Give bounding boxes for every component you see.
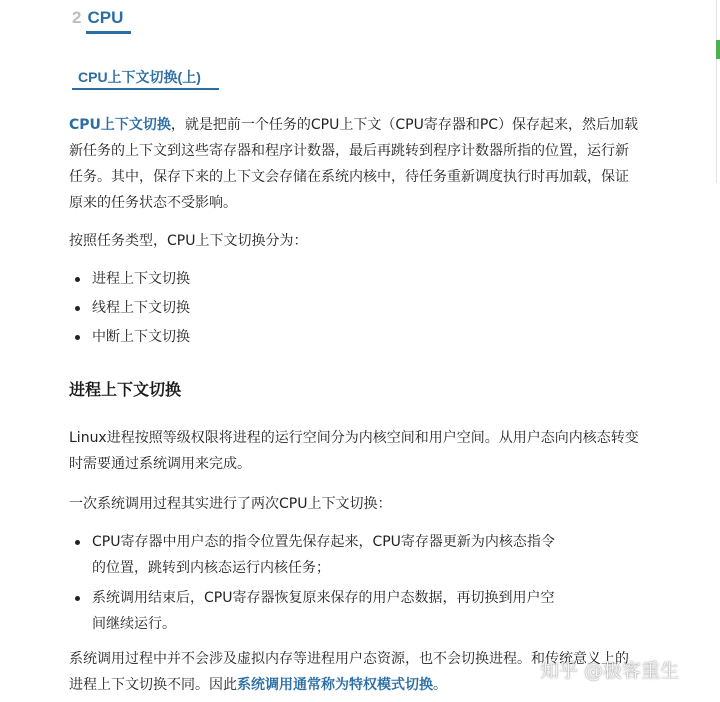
bullet-dot: [75, 335, 80, 340]
list-item: CPU寄存器中用户态的指令位置先保存起来，CPU寄存器更新为内核态指令 的位置，跳转到内核态运行内核任务；: [69, 529, 555, 581]
syscall-steps-list: [69, 529, 555, 637]
process-heading: 进程上下文切换: [69, 380, 182, 399]
intro-line-3: 任务。其中，保存下来的上下文会存储在系统内核中，待任务重新调度执行时再加载，保证: [69, 169, 629, 185]
linux-paragraph: [69, 425, 709, 477]
syscall-intro: 一次系统调用过程其实进行了两次CPU上下文切换：: [69, 496, 392, 512]
section-heading-underline: [86, 31, 131, 34]
final-keyword: 系统调用通常称为特权模式切换: [237, 677, 433, 693]
types-intro: 按照任务类型，CPU上下文切换分为：: [69, 233, 308, 249]
intro-paragraph: [69, 112, 709, 216]
bullet-dot: [75, 596, 80, 601]
section-heading: [72, 6, 123, 32]
list-item: 进程上下文切换: [69, 265, 190, 294]
bullet-dot: [75, 277, 80, 282]
intro-line-4: 原来的任务状态不受影响。: [69, 195, 237, 211]
bullet-dot: [75, 306, 80, 311]
zhihu-watermark: 知乎 @极客重生: [540, 660, 680, 682]
linux-line-2: 时需要通过系统调用来完成。: [69, 456, 251, 472]
bullet-dot: [75, 540, 80, 545]
intro-keyword: CPU上下文切换: [69, 117, 171, 133]
intro-line-1-text: ，就是把前一个任务的CPU上下文（CPU寄存器和PC）保存起来，然后加载: [170, 117, 639, 133]
intro-line-2: 新任务的上下文到这些寄存器和程序计数器，最后再跳转到程序计数器所指的位置，运行新: [69, 143, 629, 159]
list-item: 中断上下文切换: [69, 323, 190, 352]
subsection-heading-underline: [72, 88, 219, 90]
section-number: 2: [72, 8, 82, 27]
types-list: [69, 265, 190, 352]
final-line-2: 进程上下文切换不同。因此系统调用通常称为特权模式切换。: [69, 677, 447, 693]
intro-line-1: [69, 112, 709, 138]
list-item: 系统调用结束后，CPU寄存器恢复原来保存的用户态数据，再切换到用户空 间继续运行。: [69, 585, 555, 637]
final-paragraph: [69, 646, 709, 698]
subsection-heading: CPU上下文切换(上): [78, 69, 201, 85]
right-edge-tab[interactable]: [716, 40, 720, 59]
right-edge-divider: [716, 0, 717, 183]
list-item: 线程上下文切换: [69, 294, 190, 323]
linux-line-1: Linux进程按照等级权限将进程的运行空间分为内核空间和用户空间。从用户态向内核态转变: [69, 430, 639, 446]
final-line-1: 系统调用过程中并不会涉及虚拟内存等进程用户态资源，也不会切换进程。和传统意义上的: [69, 651, 629, 667]
section-title: CPU: [87, 8, 124, 27]
